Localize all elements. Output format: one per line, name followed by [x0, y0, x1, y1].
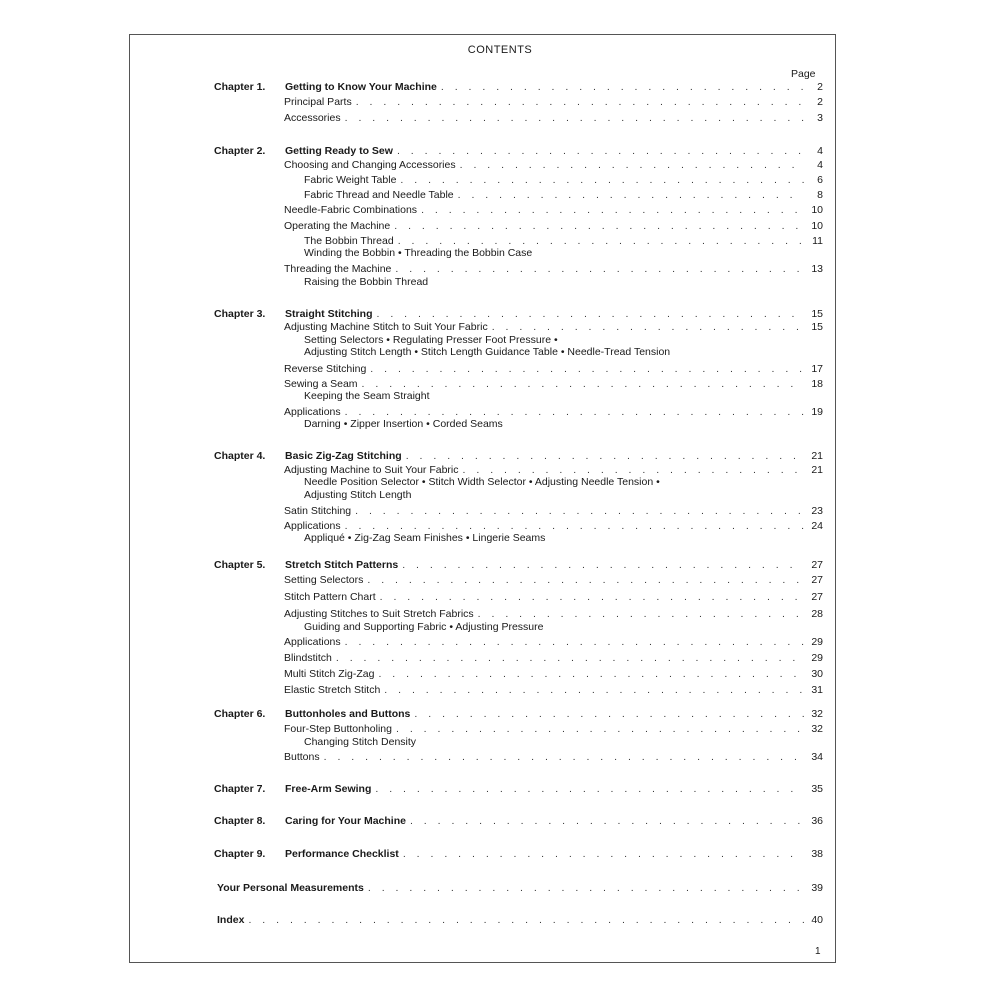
entry-page-number: 15: [811, 308, 823, 320]
entry-page-number: 10: [811, 204, 823, 216]
entry-page-number: 39: [811, 882, 823, 894]
entry-title: Blindstitch: [284, 652, 332, 664]
toc-entry: [284, 684, 823, 697]
entry-title: Free-Arm Sewing: [285, 783, 372, 795]
entry-title: Setting Selectors: [284, 574, 364, 586]
dot-leader: [324, 751, 804, 764]
toc-entry: [284, 608, 823, 621]
entry-page-number: 13: [811, 263, 823, 275]
dot-leader: [375, 783, 804, 796]
entry-title: Threading the Machine: [284, 263, 392, 275]
dot-leader: [478, 608, 804, 621]
toc-entry: [217, 882, 823, 895]
dot-leader: [367, 574, 804, 587]
dot-leader: [336, 652, 804, 665]
toc-entry: [284, 723, 823, 736]
entry-page-number: 38: [811, 848, 823, 860]
dot-leader: [377, 308, 805, 321]
entry-title: Fabric Thread and Needle Table: [304, 189, 454, 201]
entry-title: Adjusting Machine to Suit Your Fabric: [284, 464, 459, 476]
entry-title: Stitch Pattern Chart: [284, 591, 376, 603]
entry-page-number: 21: [811, 450, 823, 462]
entry-title: Operating the Machine: [284, 220, 391, 232]
toc-entry: [284, 96, 823, 109]
chapter-entry: [285, 559, 823, 572]
entry-title: Elastic Stretch Stitch: [284, 684, 381, 696]
entry-title: Applications: [284, 636, 341, 648]
entry-title: Accessories: [284, 112, 341, 124]
entry-page-number: 27: [811, 559, 823, 571]
page-number: 1: [815, 946, 821, 957]
entry-title: Multi Stitch Zig-Zag: [284, 668, 375, 680]
toc-entry: [284, 505, 823, 518]
dot-leader: [384, 684, 804, 697]
toc-entry: [284, 220, 823, 233]
chapter-entry: [285, 308, 823, 321]
entry-page-number: 21: [811, 464, 823, 476]
toc-entry: [284, 321, 823, 334]
entry-page-number: 30: [811, 668, 823, 680]
toc-entry: [304, 174, 823, 187]
dot-leader: [402, 559, 804, 572]
entry-title: Fabric Weight Table: [304, 174, 397, 186]
page-column-header: Page: [791, 68, 816, 80]
toc-subtopics: Guiding and Supporting Fabric • Adjusting Pressure: [304, 621, 544, 633]
toc-entry: [217, 914, 823, 927]
toc-subtopics: Adjusting Stitch Length • Stitch Length Guidance Table • Needle-Tread Tension: [304, 346, 671, 358]
toc-entry: [284, 591, 823, 604]
entry-page-number: 17: [811, 363, 823, 375]
entry-title: Performance Checklist: [285, 848, 399, 860]
toc-subtopics: Changing Stitch Density: [304, 736, 417, 748]
dot-leader: [355, 505, 804, 518]
entry-page-number: 11: [812, 235, 823, 247]
toc-entry: [284, 751, 823, 764]
dot-leader: [380, 591, 804, 604]
entry-title: Principal Parts: [284, 96, 352, 108]
chapter-label: Chapter 3.: [214, 308, 266, 320]
chapter-entry: [285, 450, 823, 463]
chapter-entry: [285, 81, 823, 94]
entry-page-number: 35: [811, 783, 823, 795]
dot-leader: [406, 450, 804, 463]
entry-page-number: 32: [811, 708, 823, 720]
entry-page-number: 32: [811, 723, 823, 735]
entry-title: Getting to Know Your Machine: [285, 81, 437, 93]
entry-title: Index: [217, 914, 245, 926]
entry-title: Applications: [284, 406, 341, 418]
entry-page-number: 4: [817, 159, 823, 171]
entry-page-number: 40: [811, 914, 823, 926]
entry-page-number: 36: [811, 815, 823, 827]
dot-leader: [492, 321, 804, 334]
entry-title: Straight Stitching: [285, 308, 373, 320]
toc-subtopics: Appliqué • Zig-Zag Seam Finishes • Lingerie Seams: [304, 532, 546, 544]
dot-leader: [345, 636, 804, 649]
entry-title: Reverse Stitching: [284, 363, 367, 375]
chapter-label: Chapter 4.: [214, 450, 266, 462]
entry-page-number: 29: [811, 652, 823, 664]
entry-title: Choosing and Changing Accessories: [284, 159, 456, 171]
entry-title: Your Personal Measurements: [217, 882, 364, 894]
dot-leader: [414, 708, 804, 721]
dot-leader: [345, 112, 804, 125]
toc-subtopics: Adjusting Stitch Length: [304, 489, 412, 501]
dot-leader: [460, 159, 804, 172]
toc-entry: [304, 189, 823, 202]
entry-title: The Bobbin Thread: [304, 235, 394, 247]
entry-title: Adjusting Stitches to Suit Stretch Fabrics: [284, 608, 474, 620]
entry-page-number: 3: [817, 112, 823, 124]
dot-leader: [403, 848, 804, 861]
entry-title: Buttons: [284, 751, 320, 763]
chapter-label: Chapter 5.: [214, 559, 266, 571]
toc-subtopics: Setting Selectors • Regulating Presser Foot Pressure •: [304, 334, 558, 346]
entry-title: Needle-Fabric Combinations: [284, 204, 418, 216]
toc-subtopics: Needle Position Selector • Stitch Width Selector • Adjusting Needle Tension •: [304, 476, 660, 488]
chapter-entry: [285, 783, 823, 796]
dot-leader: [458, 189, 804, 202]
entry-page-number: 28: [811, 608, 823, 620]
dot-leader: [441, 81, 804, 94]
toc-subtopics: Keeping the Seam Straight: [304, 390, 430, 402]
page-title: CONTENTS: [467, 44, 533, 56]
chapter-label: Chapter 7.: [214, 783, 266, 795]
toc-entry: [284, 263, 823, 276]
entry-page-number: 6: [817, 174, 823, 186]
dot-leader: [378, 668, 804, 681]
entry-page-number: 27: [811, 591, 823, 603]
entry-page-number: 34: [811, 751, 823, 763]
dot-leader: [395, 263, 804, 276]
dot-leader: [421, 204, 804, 217]
entry-page-number: 29: [811, 636, 823, 648]
entry-page-number: 8: [817, 189, 823, 201]
entry-page-number: 24: [811, 520, 823, 532]
toc-entry: [284, 363, 823, 376]
entry-page-number: 27: [811, 574, 823, 586]
chapter-entry: [285, 145, 823, 158]
toc-entry: [284, 668, 823, 681]
dot-leader: [370, 363, 804, 376]
toc-entry: [284, 159, 823, 172]
entry-title: Getting Ready to Sew: [285, 145, 393, 157]
chapter-label: Chapter 8.: [214, 815, 266, 827]
dot-leader: [410, 815, 804, 828]
toc-subtopics: Winding the Bobbin • Threading the Bobbin Case: [304, 247, 533, 259]
chapter-label: Chapter 9.: [214, 848, 266, 860]
chapter-entry: [285, 708, 823, 721]
toc-entry: [284, 636, 823, 649]
toc-subtopics: Raising the Bobbin Thread: [304, 276, 429, 288]
chapter-entry: [285, 848, 823, 861]
chapter-label: Chapter 1.: [214, 81, 266, 93]
dot-leader: [356, 96, 804, 109]
entry-page-number: 19: [811, 406, 823, 418]
entry-title: Buttonholes and Buttons: [285, 708, 411, 720]
dot-leader: [396, 723, 804, 736]
entry-page-number: 10: [811, 220, 823, 232]
chapter-label: Chapter 2.: [214, 145, 266, 157]
entry-page-number: 15: [811, 321, 823, 333]
entry-title: Four-Step Buttonholing: [284, 723, 392, 735]
entry-page-number: 2: [817, 81, 823, 93]
toc-entry: [284, 652, 823, 665]
entry-page-number: 18: [811, 378, 823, 390]
toc-entry: [284, 204, 823, 217]
dot-leader: [248, 914, 804, 927]
dot-leader: [400, 174, 804, 187]
entry-title: Caring for Your Machine: [285, 815, 406, 827]
toc-entry: [284, 574, 823, 587]
entry-title: Satin Stitching: [284, 505, 352, 517]
chapter-label: Chapter 6.: [214, 708, 266, 720]
toc-entry: [284, 112, 823, 125]
toc-subtopics: Darning • Zipper Insertion • Corded Seams: [304, 418, 503, 430]
entry-title: Sewing a Seam: [284, 378, 358, 390]
entry-title: Stretch Stitch Patterns: [285, 559, 399, 571]
dot-leader: [397, 145, 804, 158]
entry-page-number: 4: [817, 145, 823, 157]
entry-page-number: 23: [811, 505, 823, 517]
dot-leader: [368, 882, 804, 895]
entry-page-number: 31: [811, 684, 823, 696]
entry-title: Adjusting Machine Stitch to Suit Your Fabric: [284, 321, 488, 333]
chapter-entry: [285, 815, 823, 828]
dot-leader: [394, 220, 804, 233]
entry-page-number: 2: [817, 96, 823, 108]
entry-title: Applications: [284, 520, 341, 532]
entry-title: Basic Zig-Zag Stitching: [285, 450, 402, 462]
